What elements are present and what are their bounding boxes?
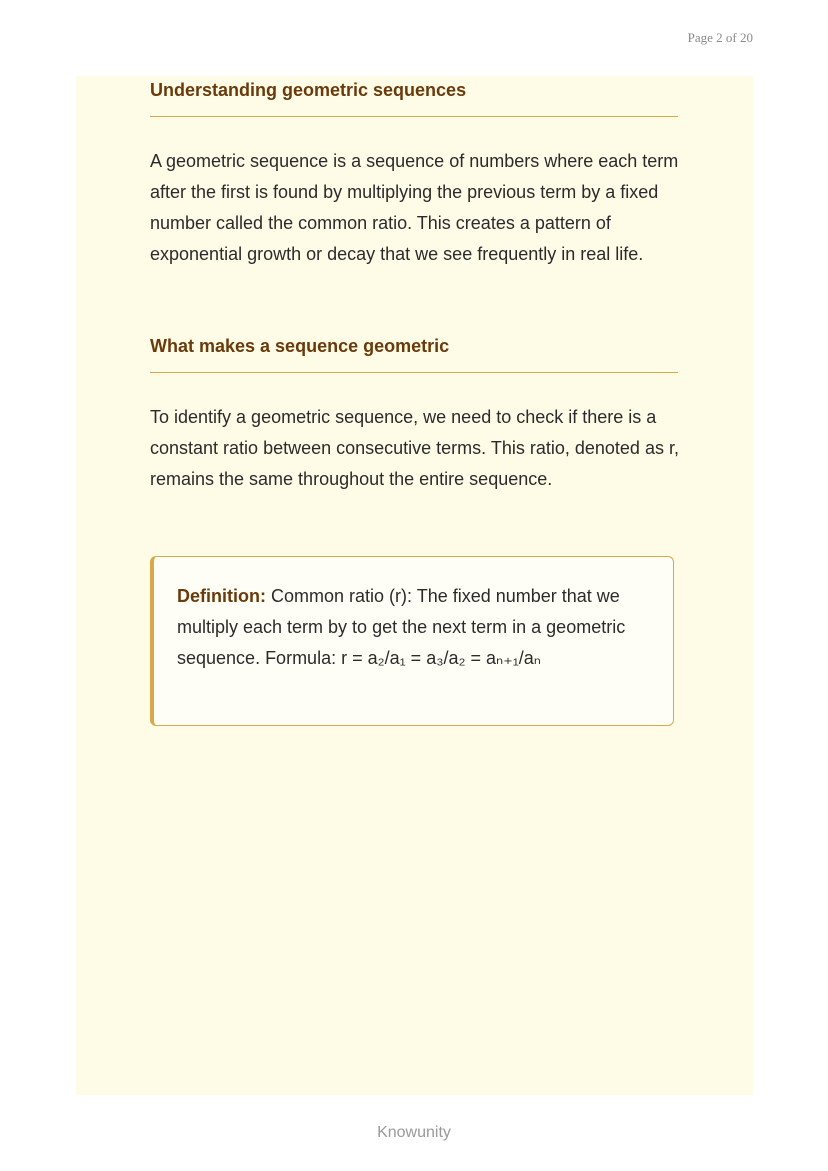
section-heading-understanding: Understanding geometric sequences xyxy=(150,80,467,100)
definition-text: Common ratio (r): The fixed number that we multiply each term by to get the next term in a geometric sequence. Formula: r = a₂/a₁ = a₃/a₂ = aₙ₊₁/aₙ xyxy=(177,586,626,668)
section-heading-what-makes: What makes a sequence geometric xyxy=(150,336,450,356)
footer-brand: Knowunity xyxy=(377,1124,451,1141)
definition-callout xyxy=(150,556,674,726)
page-number: Page 2 of 20 xyxy=(687,30,753,45)
definition-content xyxy=(177,581,657,674)
section-paragraph-understanding: A geometric sequence is a sequence of numbers where each term after the first is found by multiplying the previous term by a fixed number called the common ratio. This creates a pattern of exponential growth or decay that we see frequently in real life. xyxy=(150,151,679,264)
heading-divider xyxy=(150,372,678,373)
definition-label: Definition: xyxy=(177,586,266,606)
heading-divider xyxy=(150,116,678,117)
content-panel xyxy=(76,76,753,1095)
section-paragraph-what-makes: To identify a geometric sequence, we need to check if there is a constant ratio between consecutive terms. This ratio, denoted as r, remains the same throughout the entire sequence. xyxy=(150,407,679,489)
